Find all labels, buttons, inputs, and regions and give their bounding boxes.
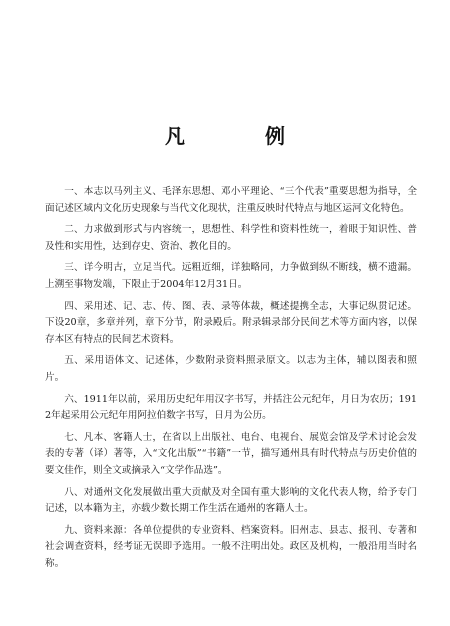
- paragraph-8: 八、对通州文化发展做出重大贡献及对全国有重大影响的文化代表人物，给予专门记述，以本籍为主，亦载少数长期工作生活在通州的客籍人士。: [45, 486, 417, 515]
- paragraph-3: 三、详今明古，立足当代。远粗近细，详独略同，力争做到纵不断线，横不遗漏。上溯至事物发端，下限止于2004年12月31日。: [45, 262, 417, 290]
- page-title: 凡 例: [165, 124, 315, 148]
- paragraph-5: 五、采用语体文、记述体，少数附录资料照录原文。以志为主体，辅以图表和照片。: [45, 355, 417, 383]
- paragraph-4: 四、采用述、记、志、传、图、表、录等体裁，概述提携全志，大事记纵贯记述。下设20章，多章并列，章下分节，附录殿后。附录辑录部分民间艺术等方面内容，以保存本区有特点的民间艺术资料。: [45, 300, 417, 345]
- paragraph-6: 六、1911年以前，采用历史纪年用汉字书写，并括注公元纪年，月日为农历；1912年起采用公元纪年用阿拉伯数字书写，日月为公历。: [45, 393, 417, 422]
- paragraph-1: 一、本志以马列主义、毛泽东思想、邓小平理论、“三个代表”重要思想为指导，全面记述区域内文化历史现象与当代文化现状，注重反映时代特点与地区运河文化特色。: [45, 186, 417, 214]
- paragraph-9: 九、资料来源：各单位提供的专业资料、档案资料。旧州志、县志、报刊、专著和社会调查资料，经考证无误即予选用。一般不注明出处。政区及机构，一般沿用当时名称。: [45, 524, 417, 569]
- body-text: [45, 184, 417, 577]
- paragraph-2: 二、力求做到形式与内容统一，思想性、科学性和资料性统一，着眼于知识性、普及性和实用性，达到存史、资治、教化目的。: [45, 224, 417, 252]
- paragraph-7: 七、凡本、客籍人士，在省以上出版社、电台、电视台、展览会馆及学术讨论会发表的专著（译）著等，入“文化出版”“书籍”一节，描写通州具有时代特点与历史价值的要文佳作，则全文或摘录入“文学作品选”。: [45, 431, 417, 476]
